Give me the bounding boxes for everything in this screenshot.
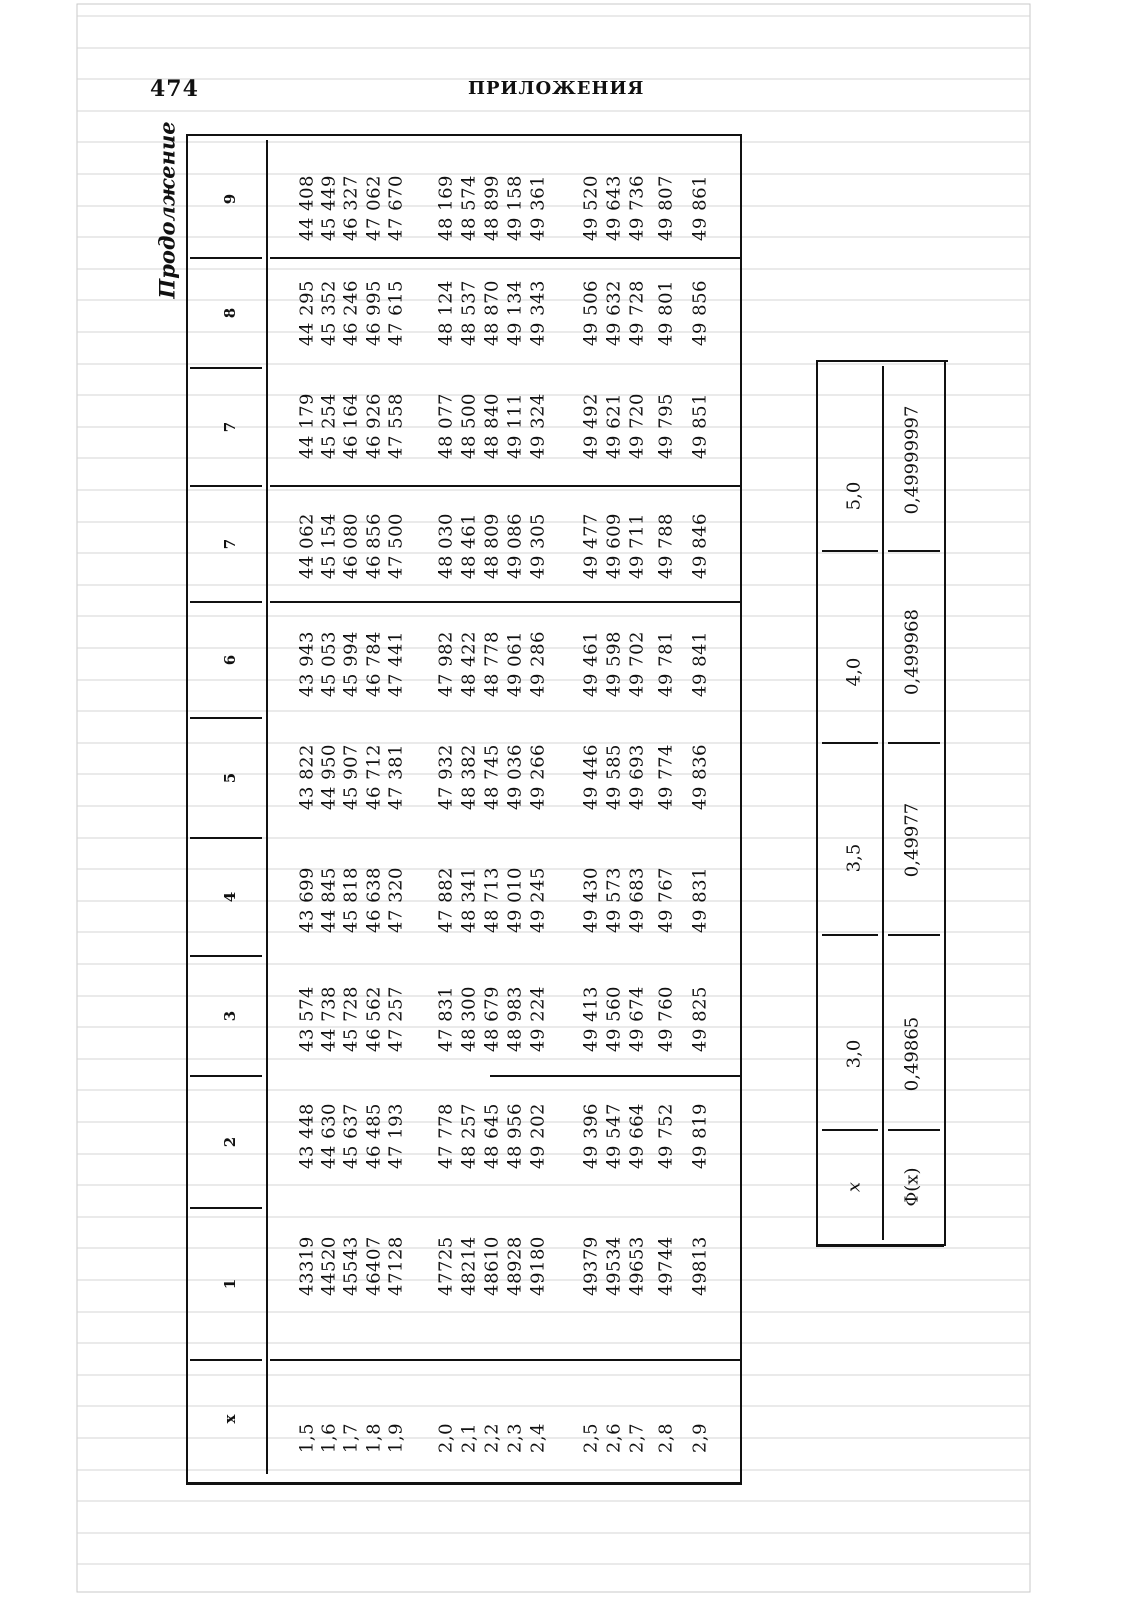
- table-value-cell-text: 47 831: [435, 986, 457, 1052]
- small-table-column-divider: [888, 1129, 940, 1131]
- table-value-cell-text: 44 062: [296, 513, 318, 579]
- table-value-cell-text: 47 381: [385, 744, 407, 810]
- table-value-cell-text: 49 664: [626, 1103, 648, 1169]
- column-header-label: x: [221, 1414, 239, 1424]
- small-phi-value-text: 0,49977: [901, 802, 923, 878]
- x-value-cell-text: 2,5: [580, 1422, 602, 1454]
- table-value-cell-text: 48 257: [458, 1103, 480, 1169]
- table-value-cell-text: 49 609: [603, 513, 625, 579]
- table-value-cell-text: 46 246: [340, 280, 362, 346]
- table-value-cell-text: 47 320: [385, 867, 407, 933]
- x-value-cell-text: 1,6: [318, 1422, 340, 1454]
- table-value-cell-text: 49 781: [655, 631, 677, 697]
- table-value-cell-text: 49 851: [689, 393, 711, 459]
- table-value-cell-text: 43 943: [296, 631, 318, 697]
- table-value-cell-text: 45 053: [318, 631, 340, 697]
- table-value-cell-text: 44 408: [296, 175, 318, 241]
- table-value-cell-text: 49 430: [580, 867, 602, 933]
- small-x-label-text: x: [843, 1181, 865, 1193]
- table-value-cell-text: 49534: [603, 1236, 625, 1296]
- table-value-cell-text: 49 711: [626, 513, 648, 579]
- small-table-column-divider: [822, 742, 878, 744]
- table-value-cell-text: 49 036: [504, 744, 526, 810]
- table-value-cell-text: 49 819: [689, 1103, 711, 1169]
- table-value-cell-text: 46 784: [363, 631, 385, 697]
- table-value-cell-text: 49 461: [580, 631, 602, 697]
- table-value-cell-text: 45543: [340, 1236, 362, 1296]
- table-value-cell-text: 45 154: [318, 513, 340, 579]
- table-value-cell-text: 47 062: [363, 175, 385, 241]
- table-value-cell-text: 49 158: [504, 175, 526, 241]
- x-value-cell-text: 1,7: [340, 1422, 362, 1454]
- table-value-cell-text: 49 752: [655, 1103, 677, 1169]
- table-value-cell-text: 48 537: [458, 280, 480, 346]
- table-value-cell-text: 49 492: [580, 393, 602, 459]
- table-value-cell-text: 49 788: [655, 513, 677, 579]
- table-value-cell-text: 49 841: [689, 631, 711, 697]
- table-value-cell-text: 49 736: [626, 175, 648, 241]
- column-header-label: 7: [221, 538, 239, 550]
- table-value-cell-text: 49 266: [527, 744, 549, 810]
- table-value-cell-text: 49 760: [655, 986, 677, 1052]
- table-value-cell-text: 47 257: [385, 986, 407, 1052]
- table-value-cell-text: 49 506: [580, 280, 602, 346]
- table-value-cell-text: 48 382: [458, 744, 480, 810]
- small-x-value-text: 3,5: [843, 843, 865, 873]
- table-value-cell-text: 46 995: [363, 280, 385, 346]
- table-value-cell-text: 49 720: [626, 393, 648, 459]
- table-value-cell-text: 48214: [458, 1236, 480, 1296]
- table-value-cell-text: 49744: [655, 1236, 677, 1296]
- table-value-cell-text: 45 637: [340, 1103, 362, 1169]
- column-header-label: 3: [221, 1010, 239, 1022]
- x-value-cell-text: 2,6: [603, 1422, 625, 1454]
- table-value-cell-text: 43 574: [296, 986, 318, 1052]
- x-value-cell-text: 2,9: [689, 1422, 711, 1454]
- table-value-cell-text: 45 449: [318, 175, 340, 241]
- table-value-cell-text: 49 520: [580, 175, 602, 241]
- table-value-cell-text: 48 745: [481, 744, 503, 810]
- table-value-cell-text: 49 683: [626, 867, 648, 933]
- table-value-cell-text: 49 396: [580, 1103, 602, 1169]
- table-value-cell-text: 44520: [318, 1236, 340, 1296]
- table-value-cell-text: 49 693: [626, 744, 648, 810]
- table-value-cell-text: 49 861: [689, 175, 711, 241]
- page-number: 474: [150, 76, 199, 102]
- table-value-cell-text: 48928: [504, 1236, 526, 1296]
- small-phi-value-text: 0,49999997: [901, 405, 923, 515]
- table-value-cell-text: 48 713: [481, 867, 503, 933]
- table-value-cell-text: 48 077: [435, 393, 457, 459]
- table-value-cell-text: 49 846: [689, 513, 711, 579]
- table-value-cell-text: 48 778: [481, 631, 503, 697]
- table-value-cell-text: 47725: [435, 1236, 457, 1296]
- table-value-cell-text: 48 809: [481, 513, 503, 579]
- table-value-cell-text: 48 169: [435, 175, 457, 241]
- table-value-cell-text: 46 856: [363, 513, 385, 579]
- table-value-cell-text: 46 327: [340, 175, 362, 241]
- small-table-right-rule: [944, 360, 946, 1246]
- column-header-label: 8: [221, 307, 239, 319]
- table-value-cell-text: 44 738: [318, 986, 340, 1052]
- table-value-cell-text: 49 674: [626, 986, 648, 1052]
- table-value-cell-text: 49653: [626, 1236, 648, 1296]
- table-value-cell-text: 49 825: [689, 986, 711, 1052]
- column-header-label: 2: [221, 1136, 239, 1148]
- continuation-label: Продолжение: [154, 121, 180, 299]
- table-value-cell-text: 48 461: [458, 513, 480, 579]
- table-value-cell-text: 49 286: [527, 631, 549, 697]
- table-value-cell-text: 49 547: [603, 1103, 625, 1169]
- table-value-cell-text: 48 870: [481, 280, 503, 346]
- small-x-value-text: 3,0: [843, 1039, 865, 1069]
- table-value-cell-text: 49 224: [527, 986, 549, 1052]
- table-value-cell-text: 47 615: [385, 280, 407, 346]
- table-value-cell-text: 46 080: [340, 513, 362, 579]
- table-value-cell-text: 48 899: [481, 175, 503, 241]
- table-value-cell-text: 46 712: [363, 744, 385, 810]
- table-value-cell-text: 44 295: [296, 280, 318, 346]
- table-value-cell-text: 49 807: [655, 175, 677, 241]
- table-value-cell-text: 44 950: [318, 744, 340, 810]
- small-table-left-rule: [816, 362, 818, 1244]
- table-value-cell-text: 45 818: [340, 867, 362, 933]
- small-table-column-divider: [822, 934, 878, 936]
- table-value-cell-text: 44 179: [296, 393, 318, 459]
- table-value-cell-text: 49 836: [689, 744, 711, 810]
- small-table-column-divider: [888, 550, 940, 552]
- table-value-cell-text: 45 907: [340, 744, 362, 810]
- x-value-cell-text: 1,9: [385, 1422, 407, 1454]
- x-value-cell-text: 2,4: [527, 1422, 549, 1454]
- table-value-cell-text: 47 558: [385, 393, 407, 459]
- x-value-cell-text: 2,0: [435, 1422, 457, 1454]
- table-value-cell-text: 49 305: [527, 513, 549, 579]
- table-value-cell-text: 49 010: [504, 867, 526, 933]
- table-value-cell-text: 48 500: [458, 393, 480, 459]
- small-phi-label-text: Φ(x): [901, 1167, 923, 1207]
- table-value-cell-text: 49 621: [603, 393, 625, 459]
- table-value-cell-text: 48 341: [458, 867, 480, 933]
- table-value-cell-text: 49 585: [603, 744, 625, 810]
- table-value-cell-text: 49 702: [626, 631, 648, 697]
- column-header-label: 5: [221, 772, 239, 784]
- small-table-top-rule: [816, 360, 948, 362]
- small-table-bottom-rule: [816, 1244, 944, 1247]
- x-value-cell-text: 2,3: [504, 1422, 526, 1454]
- table-value-cell-text: 46 562: [363, 986, 385, 1052]
- column-header-label: 9: [221, 193, 239, 205]
- column-header-label: 4: [221, 891, 239, 903]
- table-value-cell-text: 49 831: [689, 867, 711, 933]
- column-header-label: 7: [221, 421, 239, 433]
- table-value-cell-text: 43 699: [296, 867, 318, 933]
- table-value-cell-text: 46 485: [363, 1103, 385, 1169]
- table-value-cell-text: 49 111: [504, 393, 526, 459]
- table-value-cell-text: 47 932: [435, 744, 457, 810]
- running-head: ПРИЛОЖЕНИЯ: [468, 78, 645, 99]
- table-value-cell-text: 49 324: [527, 393, 549, 459]
- table-value-cell-text: 49813: [689, 1236, 711, 1296]
- small-table-column-divider: [888, 742, 940, 744]
- small-phi-value-text: 0,499968: [901, 609, 923, 695]
- table-value-cell-text: 49 632: [603, 280, 625, 346]
- table-value-cell-text: 49379: [580, 1236, 602, 1296]
- table-value-cell-text: 49 361: [527, 175, 549, 241]
- x-value-cell-text: 1,8: [363, 1422, 385, 1454]
- small-table-column-divider: [888, 934, 940, 936]
- table-value-cell-text: 43 822: [296, 744, 318, 810]
- table-value-cell-text: 49 801: [655, 280, 677, 346]
- column-header-label: 1: [221, 1278, 239, 1290]
- table-value-cell-text: 47128: [385, 1236, 407, 1296]
- table-value-cell-text: 48 300: [458, 986, 480, 1052]
- table-value-cell-text: 47 193: [385, 1103, 407, 1169]
- table-value-cell-text: 45 728: [340, 986, 362, 1052]
- small-x-value-text: 5,0: [843, 481, 865, 511]
- table-value-cell-text: 47 982: [435, 631, 457, 697]
- table-value-cell-text: 48 422: [458, 631, 480, 697]
- table-value-cell-text: 46407: [363, 1236, 385, 1296]
- x-value-cell-text: 2,2: [481, 1422, 503, 1454]
- x-value-cell-text: 2,7: [626, 1422, 648, 1454]
- table-value-cell-text: 46 926: [363, 393, 385, 459]
- table-value-cell-text: 49 598: [603, 631, 625, 697]
- table-value-cell-text: 49 767: [655, 867, 677, 933]
- table-value-cell-text: 47 882: [435, 867, 457, 933]
- table-value-cell-text: 49 413: [580, 986, 602, 1052]
- table-value-cell-text: 49 343: [527, 280, 549, 346]
- small-table-column-divider: [822, 550, 878, 552]
- table-value-cell-text: 47 441: [385, 631, 407, 697]
- table-value-cell-text: 46 164: [340, 393, 362, 459]
- table-value-cell-text: 49 061: [504, 631, 526, 697]
- table-value-cell-text: 49180: [527, 1236, 549, 1296]
- table-value-cell-text: 45 994: [340, 631, 362, 697]
- column-header-label: 6: [221, 654, 239, 666]
- table-value-cell-text: 48 645: [481, 1103, 503, 1169]
- small-x-value-text: 4,0: [843, 657, 865, 687]
- table-value-cell-text: 48 840: [481, 393, 503, 459]
- small-phi-value-text: 0,49865: [901, 1016, 923, 1092]
- table-value-cell-text: 47 670: [385, 175, 407, 241]
- table-value-cell-text: 48 124: [435, 280, 457, 346]
- table-value-cell-text: 48 679: [481, 986, 503, 1052]
- table-value-cell-text: 49 774: [655, 744, 677, 810]
- x-value-cell-text: 2,1: [458, 1422, 480, 1454]
- table-value-cell-text: 45 352: [318, 280, 340, 346]
- table-value-cell-text: 48 956: [504, 1103, 526, 1169]
- table-value-cell-text: 45 254: [318, 393, 340, 459]
- table-value-cell-text: 49 643: [603, 175, 625, 241]
- table-value-cell-text: 49 477: [580, 513, 602, 579]
- table-value-cell-text: 46 638: [363, 867, 385, 933]
- table-value-cell-text: 49 573: [603, 867, 625, 933]
- table-value-cell-text: 49 795: [655, 393, 677, 459]
- x-value-cell-text: 1,5: [296, 1422, 318, 1454]
- table-value-cell-text: 49 134: [504, 280, 526, 346]
- table-value-cell-text: 48610: [481, 1236, 503, 1296]
- table-value-cell-text: 47 778: [435, 1103, 457, 1169]
- table-value-cell-text: 43 448: [296, 1103, 318, 1169]
- table-value-cell-text: 43319: [296, 1236, 318, 1296]
- table-value-cell-text: 48 030: [435, 513, 457, 579]
- table-value-cell-text: 47 500: [385, 513, 407, 579]
- table-value-cell-text: 49 202: [527, 1103, 549, 1169]
- table-value-cell-text: 48 983: [504, 986, 526, 1052]
- table-value-cell-text: 48 574: [458, 175, 480, 241]
- table-value-cell-text: 49 728: [626, 280, 648, 346]
- table-value-cell-text: 49 086: [504, 513, 526, 579]
- table-value-cell-text: 49 856: [689, 280, 711, 346]
- small-table-column-divider: [822, 1129, 878, 1131]
- table-value-cell-text: 44 845: [318, 867, 340, 933]
- table-value-cell-text: 44 630: [318, 1103, 340, 1169]
- table-value-cell-text: 49 446: [580, 744, 602, 810]
- table-value-cell-text: 49 245: [527, 867, 549, 933]
- table-value-cell-text: 49 560: [603, 986, 625, 1052]
- small-table-middle-rule: [882, 366, 884, 1240]
- x-value-cell-text: 2,8: [655, 1422, 677, 1454]
